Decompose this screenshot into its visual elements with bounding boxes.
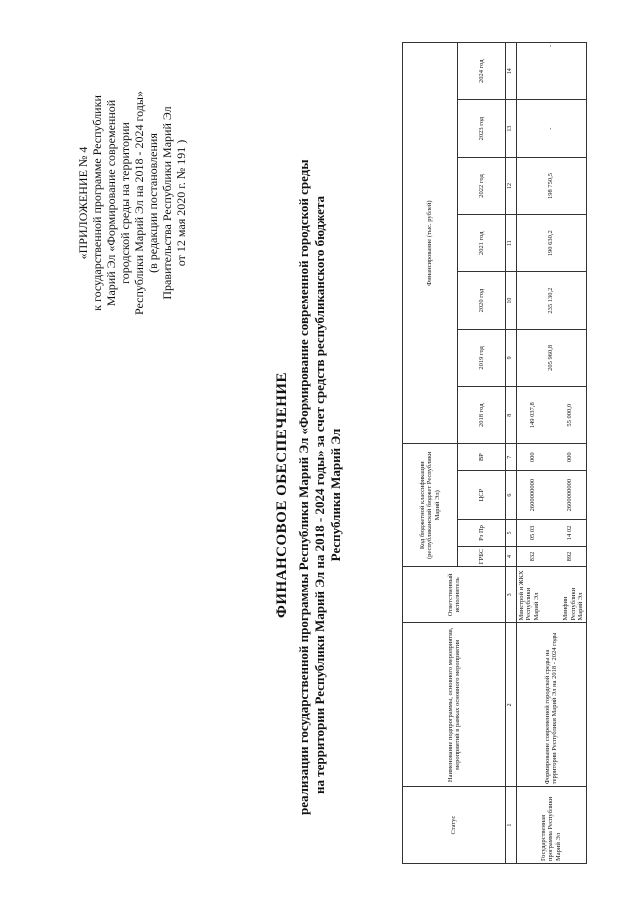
- rzpr-secondary: 14 02: [566, 525, 573, 541]
- header-year: 2023 год: [458, 100, 506, 157]
- vr-secondary: 000: [566, 452, 573, 463]
- vr-primary: 000: [528, 452, 536, 463]
- appendix-line: к государственной программе Республики: [90, 95, 104, 311]
- column-number: 6: [506, 471, 517, 520]
- column-number: 2: [506, 623, 517, 787]
- header-executor: Ответственный исполнитель: [403, 567, 506, 623]
- appendix-line: Марий Эл «Формирование современной: [104, 99, 118, 307]
- header-status: Статус: [403, 787, 506, 864]
- appendix-line: от 12 мая 2020 г. № 191 ): [174, 139, 188, 267]
- row-value-2020: 235 130,2: [516, 272, 586, 329]
- csr-primary: 2600000000: [528, 478, 536, 512]
- value-2018-secondary: 55 000,0: [566, 403, 573, 427]
- appendix-line: городской среды на территории: [118, 122, 132, 284]
- executor-secondary: Минфин Республики Марий Эл: [562, 587, 584, 621]
- appendix-line: Правительства Республики Марий Эл: [160, 106, 174, 300]
- value-2018-primary: 149 037,8: [528, 402, 536, 429]
- executor-primary: Минстрой и ЖКХ Республики Марий Эл: [517, 570, 540, 621]
- document-title: ФИНАНСОВОЕ ОБЕСПЕЧЕНИЕ: [274, 371, 290, 619]
- header-name: Наименование подпрограммы, основного мероприятия, мероприятий в рамках основного мероприятия: [403, 623, 506, 787]
- row-csr: [516, 471, 586, 520]
- column-number: 14: [506, 43, 517, 100]
- column-number: 11: [506, 215, 517, 272]
- appendix-line: «ПРИЛОЖЕНИЕ № 4: [76, 146, 90, 260]
- subtitle-line: реализации государственной программы Республики Марий Эл «Формирование современной городской среды: [296, 159, 311, 815]
- row-value-2022: 198 750,5: [516, 157, 586, 214]
- row-grbs: [516, 546, 586, 566]
- header-code-group: Код бюджетной классификации (республиканский бюджет Республики Марий Эл): [403, 444, 458, 567]
- header-vr: ВР: [458, 444, 506, 471]
- header-csr: ЦСР: [458, 471, 506, 520]
- header-year: 2018 год: [458, 387, 506, 444]
- csr-secondary: 2600000000: [566, 478, 573, 512]
- header-year: 2020 год: [458, 272, 506, 329]
- grbs-secondary: 892: [566, 551, 573, 562]
- row-value-2019: 205 960,8: [516, 329, 586, 386]
- rzpr-primary: 05 03: [528, 525, 536, 541]
- row-value-2021: 190 630,2: [516, 215, 586, 272]
- header-year: 2024 год: [458, 43, 506, 100]
- header-year: 2022 год: [458, 157, 506, 214]
- appendix-line: (в редакции постановления: [146, 133, 160, 273]
- column-number: 12: [506, 157, 517, 214]
- column-number: 1: [506, 787, 517, 864]
- subtitle-line: Республики Марий Эл: [328, 428, 343, 562]
- column-number: 8: [506, 387, 517, 444]
- row-value-2023: -: [516, 100, 586, 157]
- header-year: 2021 год: [458, 215, 506, 272]
- table-row: [516, 43, 586, 864]
- column-number: 5: [506, 520, 517, 547]
- header-grbs: ГРБС: [458, 546, 506, 566]
- header-rzpr: Рз Пр: [458, 520, 506, 547]
- row-value-2024: -: [516, 43, 586, 100]
- grbs-primary: 832: [528, 551, 536, 562]
- subtitle-line: на территории Республики Марий Эл на 2018 - 2024 годы» за счет средств республиканского бюджета: [312, 196, 327, 794]
- appendix-line: Республики Марий Эл на 2018 - 2024 годы»: [132, 91, 146, 315]
- funding-table: [402, 42, 587, 864]
- column-number: 9: [506, 329, 517, 386]
- column-number: 7: [506, 444, 517, 471]
- row-vr: [516, 444, 586, 471]
- header-funding-group: Финансирование (тыс. рублей): [403, 43, 458, 444]
- row-status: Государственная программа Республики Марий Эл: [516, 787, 586, 864]
- column-number: 4: [506, 546, 517, 566]
- column-number: 13: [506, 100, 517, 157]
- column-number: 10: [506, 272, 517, 329]
- document-subtitle: [296, 159, 344, 815]
- column-number: 3: [506, 567, 517, 623]
- header-year: 2019 год: [458, 329, 506, 386]
- row-value-2018: [516, 387, 586, 444]
- appendix-block: [76, 83, 188, 323]
- row-executor: [516, 567, 586, 623]
- row-name: Формирование современной городской среды на территории Республики Марий Эл на 2018 - 2024 годы: [516, 623, 586, 787]
- column-number-row: [506, 43, 517, 864]
- row-rzpr: [516, 520, 586, 547]
